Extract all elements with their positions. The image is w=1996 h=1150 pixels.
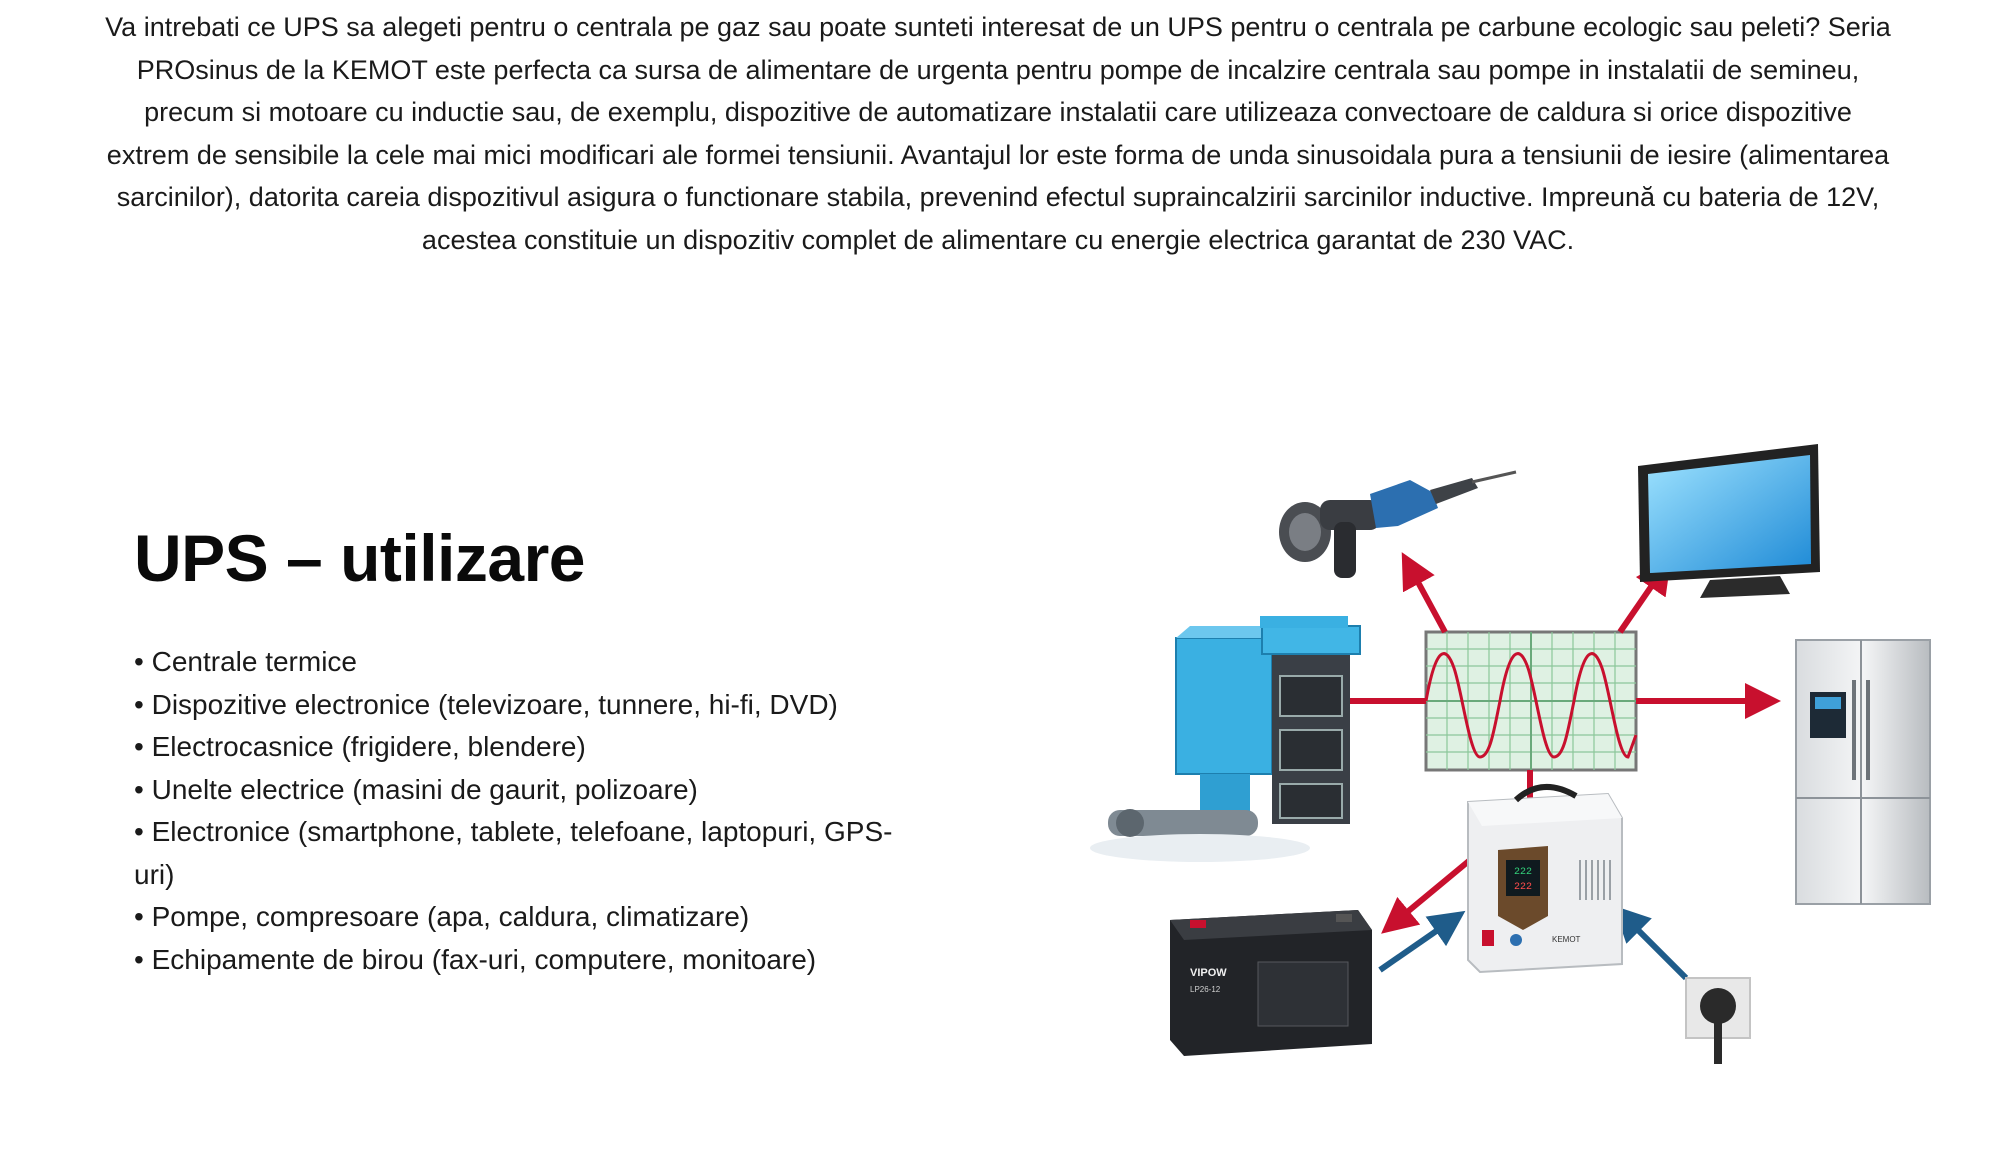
sine-wave-panel xyxy=(1426,632,1636,770)
battery-icon xyxy=(1170,910,1372,1056)
list-item: • Electrocasnice (frigidere, blendere) xyxy=(134,726,904,769)
list-item: • Unelte electrice (masini de gaurit, polizoare) xyxy=(134,769,904,812)
intro-paragraph: Va intrebati ce UPS sa alegeti pentru o centrala pe gaz sau poate sunteti interesat de un UPS pentru o centrala pe carbune ecologic sau peleti? Seria PROsinus de la KEMOT este perfecta ca sursa de alimentare de urgenta pentru pompe de incalzire centrala sau pompe in instalatii de semineu, precum si motoare cu inductie sau, de exemplu, dispozitive de automatizare instalatii care utilizeaza convectoare de caldura si orice dispozitive extrem de sensibile la cele mai mici modificari ale formei tensiunii. Avantajul lor este forma de unda sinusoidala pura a tensiunii de iesire (alimentarea sarcinilor), datorita careia dispozitivul asigura o functionare stabila, prevenind efectul supraincalzirii sarcinilor inductive. Impreună cu bateria de 12V, acestea constituie un dispozitiv complet de alimentare cu energie electrica garantat de 230 VAC. xyxy=(105,12,1891,255)
section-title: UPS – utilizare xyxy=(134,521,585,595)
ups-display-bottom: 222 xyxy=(1513,882,1533,893)
list-item: • Pompe, compresoare (apa, caldura, climatizare) xyxy=(134,896,904,939)
battery-model-label: LP26-12 xyxy=(1190,985,1221,994)
list-item: • Electronice (smartphone, tablete, telefoane, laptopuri, GPS-uri) xyxy=(134,811,904,896)
list-item: • Centrale termice xyxy=(134,641,904,684)
boiler-icon xyxy=(1090,616,1360,862)
angle-grinder-icon xyxy=(1279,472,1516,578)
list-item: • Echipamente de birou (fax-uri, computere, monitoare) xyxy=(134,939,904,982)
battery-brand-label: VIPOW xyxy=(1190,967,1227,979)
ups-display-top: 222 xyxy=(1513,867,1533,878)
wall-socket-icon xyxy=(1686,978,1750,1064)
ups-unit-icon xyxy=(1468,787,1622,972)
refrigerator-icon xyxy=(1796,640,1930,904)
tv-icon xyxy=(1638,444,1820,598)
ups-usage-diagram xyxy=(1080,430,1940,1070)
usage-list xyxy=(134,641,904,981)
ups-brand-label: KEMOT xyxy=(1552,935,1581,944)
list-item: • Dispozitive electronice (televizoare, tunnere, hi-fi, DVD) xyxy=(134,684,904,727)
